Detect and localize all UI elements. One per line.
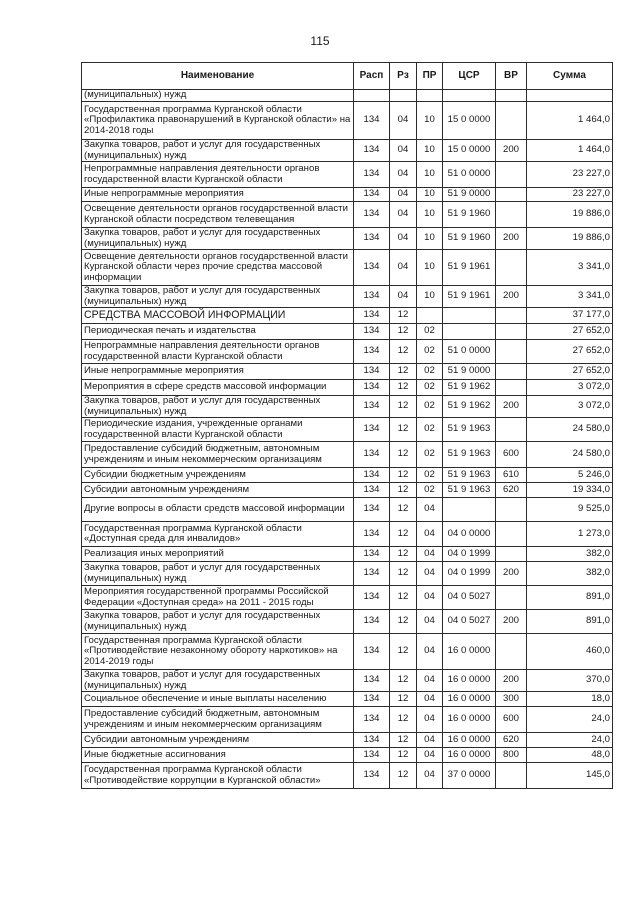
cell-rz: 04 (390, 162, 417, 188)
table-row (82, 340, 613, 364)
cell-rz: 12 (390, 418, 417, 442)
table-row (82, 763, 613, 789)
cell-vr: 600 (496, 442, 527, 468)
cell-name: Субсидии бюджетным учреждениям (82, 468, 354, 483)
table-header-row (82, 63, 613, 90)
cell-vr: 800 (496, 748, 527, 763)
cell-rasp: 134 (354, 140, 390, 162)
table-row (82, 250, 613, 286)
cell-vr: 200 (496, 396, 527, 418)
cell-pr: 02 (417, 340, 443, 364)
cell-rasp: 134 (354, 324, 390, 340)
cell-pr: 04 (417, 562, 443, 586)
cell-sum: 3 341,0 (527, 250, 613, 286)
cell-pr: 04 (417, 692, 443, 707)
cell-rasp: 134 (354, 162, 390, 188)
cell-rasp: 134 (354, 308, 390, 324)
cell-rz: 12 (390, 692, 417, 707)
cell-name: Субсидии автономным учреждениям (82, 733, 354, 748)
table-row (82, 90, 613, 102)
cell-rz: 12 (390, 670, 417, 692)
cell-rz: 12 (390, 483, 417, 498)
cell-rasp: 134 (354, 586, 390, 610)
cell-vr: 200 (496, 670, 527, 692)
cell-name: Закупка товаров, работ и услуг для государственных (муниципальных) нужд (82, 562, 354, 586)
cell-csr: 51 0 0000 (443, 340, 496, 364)
cell-name: Государственная программа Курганской области «Противодействие коррупции в Курганской области» (82, 763, 354, 789)
cell-vr (496, 763, 527, 789)
cell-sum: 382,0 (527, 547, 613, 562)
cell-rasp: 134 (354, 418, 390, 442)
cell-pr: 10 (417, 140, 443, 162)
table-row (82, 396, 613, 418)
cell-name: Периодическая печать и издательства (82, 324, 354, 340)
cell-rasp: 134 (354, 250, 390, 286)
cell-name: Закупка товаров, работ и услуг для государственных (муниципальных) нужд (82, 140, 354, 162)
cell-rasp: 134 (354, 228, 390, 250)
cell-pr: 02 (417, 396, 443, 418)
cell-name: Закупка товаров, работ и услуг для государственных (муниципальных) нужд (82, 396, 354, 418)
cell-pr: 10 (417, 162, 443, 188)
table-row (82, 562, 613, 586)
cell-rz: 04 (390, 250, 417, 286)
cell-csr: 51 9 0000 (443, 188, 496, 202)
cell-csr: 51 9 1962 (443, 380, 496, 396)
cell-pr: 02 (417, 442, 443, 468)
cell-rasp: 134 (354, 364, 390, 380)
cell-rz: 12 (390, 733, 417, 748)
cell-rz: 12 (390, 442, 417, 468)
table-row (82, 364, 613, 380)
page-number: 115 (310, 34, 330, 48)
cell-vr: 200 (496, 610, 527, 634)
cell-sum: 3 072,0 (527, 380, 613, 396)
table-row (82, 748, 613, 763)
cell-name: Предоставление субсидий бюджетным, автономным учреждениям и иным некоммерческим организациям (82, 442, 354, 468)
cell-rz: 12 (390, 634, 417, 670)
cell-rz: 12 (390, 308, 417, 324)
cell-csr: 15 0 0000 (443, 140, 496, 162)
table-row (82, 692, 613, 707)
table-row (82, 586, 613, 610)
cell-rz: 12 (390, 380, 417, 396)
cell-csr: 51 9 0000 (443, 364, 496, 380)
cell-rz: 04 (390, 188, 417, 202)
cell-rasp: 134 (354, 498, 390, 522)
cell-sum: 19 886,0 (527, 202, 613, 228)
cell-pr: 10 (417, 102, 443, 140)
cell-rasp: 134 (354, 188, 390, 202)
cell-rasp: 134 (354, 610, 390, 634)
cell-csr (443, 498, 496, 522)
header-pr: ПР (417, 63, 443, 90)
cell-csr: 51 9 1960 (443, 202, 496, 228)
cell-pr: 04 (417, 748, 443, 763)
cell-pr: 04 (417, 763, 443, 789)
cell-vr (496, 586, 527, 610)
header-csr: ЦСР (443, 63, 496, 90)
cell-vr (496, 340, 527, 364)
cell-name: Иные непрограммные мероприятия (82, 188, 354, 202)
cell-csr: 16 0 0000 (443, 707, 496, 733)
cell-rz: 12 (390, 498, 417, 522)
cell-pr: 10 (417, 188, 443, 202)
cell-vr: 200 (496, 228, 527, 250)
cell-csr: 16 0 0000 (443, 733, 496, 748)
table-row (82, 102, 613, 140)
cell-rz: 12 (390, 610, 417, 634)
header-sum: Сумма (527, 63, 613, 90)
cell-rz: 12 (390, 586, 417, 610)
cell-pr: 10 (417, 286, 443, 308)
cell-csr: 16 0 0000 (443, 634, 496, 670)
cell-csr: 51 9 1961 (443, 250, 496, 286)
header-rz: Рз (390, 63, 417, 90)
cell-rasp: 134 (354, 102, 390, 140)
cell-sum: 24,0 (527, 707, 613, 733)
cell-vr (496, 522, 527, 547)
cell-pr: 04 (417, 522, 443, 547)
cell-name: Освещение деятельности органов государственной власти Курганской области посредством телевещания (82, 202, 354, 228)
cell-vr (496, 162, 527, 188)
cell-name: (муниципальных) нужд (82, 90, 354, 102)
table-row (82, 707, 613, 733)
cell-sum: 27 652,0 (527, 324, 613, 340)
cell-vr (496, 418, 527, 442)
cell-rz: 12 (390, 396, 417, 418)
cell-name: Иные бюджетные ассигнования (82, 748, 354, 763)
table-row (82, 442, 613, 468)
cell-rasp: 134 (354, 707, 390, 733)
cell-vr: 600 (496, 707, 527, 733)
cell-vr (496, 364, 527, 380)
cell-csr: 04 0 5027 (443, 586, 496, 610)
cell-vr (496, 498, 527, 522)
cell-name: Мероприятия в сфере средств массовой информации (82, 380, 354, 396)
cell-name: СРЕДСТВА МАССОВОЙ ИНФОРМАЦИИ (82, 308, 354, 324)
cell-sum: 48,0 (527, 748, 613, 763)
table-row (82, 522, 613, 547)
cell-sum: 1 464,0 (527, 102, 613, 140)
table-body (82, 90, 613, 789)
cell-name: Закупка товаров, работ и услуг для государственных (муниципальных) нужд (82, 610, 354, 634)
cell-csr: 51 9 1963 (443, 442, 496, 468)
cell-sum: 37 177,0 (527, 308, 613, 324)
cell-csr: 37 0 0000 (443, 763, 496, 789)
cell-rasp: 134 (354, 483, 390, 498)
cell-pr: 02 (417, 418, 443, 442)
cell-rasp: 134 (354, 286, 390, 308)
cell-name: Государственная программа Курганской области «Профилактика правонарушений в Курганской области» на 2014-2018 годы (82, 102, 354, 140)
cell-rz: 12 (390, 522, 417, 547)
cell-sum: 23 227,0 (527, 188, 613, 202)
cell-rz: 12 (390, 748, 417, 763)
table-row (82, 188, 613, 202)
cell-rz: 04 (390, 102, 417, 140)
cell-rasp: 134 (354, 670, 390, 692)
cell-pr: 02 (417, 324, 443, 340)
cell-csr (443, 90, 496, 102)
cell-rasp: 134 (354, 396, 390, 418)
cell-pr: 10 (417, 250, 443, 286)
cell-pr (417, 90, 443, 102)
table-row (82, 286, 613, 308)
cell-csr: 04 0 1999 (443, 562, 496, 586)
cell-sum: 891,0 (527, 610, 613, 634)
cell-vr (496, 547, 527, 562)
table-row (82, 162, 613, 188)
cell-rasp: 134 (354, 442, 390, 468)
header-vr: ВР (496, 63, 527, 90)
cell-pr: 04 (417, 670, 443, 692)
table-row (82, 468, 613, 483)
cell-name: Освещение деятельности органов государственной власти Курганской области через прочие средства массовой информации (82, 250, 354, 286)
cell-csr: 16 0 0000 (443, 748, 496, 763)
cell-sum: 27 652,0 (527, 340, 613, 364)
cell-csr: 16 0 0000 (443, 692, 496, 707)
cell-sum: 24 580,0 (527, 442, 613, 468)
cell-rz: 12 (390, 468, 417, 483)
cell-vr: 200 (496, 140, 527, 162)
cell-rz: 12 (390, 547, 417, 562)
cell-rz: 12 (390, 324, 417, 340)
cell-rasp: 134 (354, 634, 390, 670)
table-row (82, 498, 613, 522)
cell-sum: 460,0 (527, 634, 613, 670)
cell-vr (496, 202, 527, 228)
cell-rz: 12 (390, 340, 417, 364)
cell-sum: 9 525,0 (527, 498, 613, 522)
cell-rz: 12 (390, 707, 417, 733)
cell-name: Иные непрограммные мероприятия (82, 364, 354, 380)
cell-name: Реализация иных мероприятий (82, 547, 354, 562)
cell-sum: 891,0 (527, 586, 613, 610)
cell-csr (443, 308, 496, 324)
header-name: Наименование (82, 63, 354, 90)
table-row (82, 324, 613, 340)
cell-vr (496, 324, 527, 340)
cell-pr: 04 (417, 707, 443, 733)
cell-rasp: 134 (354, 522, 390, 547)
cell-vr: 200 (496, 562, 527, 586)
cell-csr: 51 0 0000 (443, 162, 496, 188)
cell-rasp: 134 (354, 763, 390, 789)
cell-sum: 370,0 (527, 670, 613, 692)
cell-pr: 02 (417, 468, 443, 483)
cell-sum: 27 652,0 (527, 364, 613, 380)
cell-sum (527, 90, 613, 102)
cell-vr: 620 (496, 733, 527, 748)
cell-rasp: 134 (354, 380, 390, 396)
table-row (82, 202, 613, 228)
table-row (82, 634, 613, 670)
cell-name: Государственная программа Курганской области «Противодействие незаконному обороту наркотиков» на 2014-2019 годы (82, 634, 354, 670)
cell-vr (496, 380, 527, 396)
cell-rasp: 134 (354, 748, 390, 763)
cell-pr: 02 (417, 380, 443, 396)
cell-csr: 16 0 0000 (443, 670, 496, 692)
cell-rasp: 134 (354, 202, 390, 228)
table-row (82, 228, 613, 250)
cell-rasp: 134 (354, 733, 390, 748)
cell-name: Субсидии автономным учреждениям (82, 483, 354, 498)
cell-rz: 04 (390, 202, 417, 228)
cell-vr: 610 (496, 468, 527, 483)
cell-csr (443, 324, 496, 340)
cell-name: Другие вопросы в области средств массовой информации (82, 498, 354, 522)
cell-sum: 5 246,0 (527, 468, 613, 483)
cell-pr (417, 308, 443, 324)
cell-sum: 1 273,0 (527, 522, 613, 547)
header-rasp: Расп (354, 63, 390, 90)
cell-rasp: 134 (354, 692, 390, 707)
cell-csr: 51 9 1962 (443, 396, 496, 418)
cell-vr (496, 90, 527, 102)
cell-rz: 04 (390, 228, 417, 250)
cell-name: Социальное обеспечение и иные выплаты населению (82, 692, 354, 707)
cell-name: Закупка товаров, работ и услуг для государственных (муниципальных) нужд (82, 670, 354, 692)
cell-csr: 51 9 1963 (443, 483, 496, 498)
cell-sum: 18,0 (527, 692, 613, 707)
cell-pr: 10 (417, 202, 443, 228)
table-row (82, 308, 613, 324)
cell-pr: 04 (417, 498, 443, 522)
table-row (82, 483, 613, 498)
table-row (82, 733, 613, 748)
cell-name: Периодические издания, учрежденные органами государственной власти Курганской области (82, 418, 354, 442)
cell-name: Предоставление субсидий бюджетным, автономным учреждениям и иным некоммерческим организациям (82, 707, 354, 733)
cell-pr: 04 (417, 634, 443, 670)
table-row (82, 380, 613, 396)
cell-vr (496, 188, 527, 202)
cell-csr: 04 0 0000 (443, 522, 496, 547)
cell-csr: 51 9 1963 (443, 418, 496, 442)
cell-rz: 12 (390, 562, 417, 586)
cell-sum: 19 886,0 (527, 228, 613, 250)
cell-sum: 19 334,0 (527, 483, 613, 498)
cell-pr: 04 (417, 547, 443, 562)
cell-vr (496, 308, 527, 324)
cell-vr (496, 102, 527, 140)
cell-csr: 15 0 0000 (443, 102, 496, 140)
cell-name: Государственная программа Курганской области «Доступная среда для инвалидов» (82, 522, 354, 547)
cell-pr: 02 (417, 364, 443, 380)
cell-rasp: 134 (354, 340, 390, 364)
cell-pr: 04 (417, 733, 443, 748)
cell-sum: 3 072,0 (527, 396, 613, 418)
cell-vr: 620 (496, 483, 527, 498)
cell-rasp (354, 90, 390, 102)
cell-name: Непрограммные направления деятельности органов государственной власти Курганской области (82, 162, 354, 188)
cell-vr (496, 634, 527, 670)
budget-table (81, 62, 613, 789)
table-row (82, 610, 613, 634)
cell-sum: 145,0 (527, 763, 613, 789)
cell-pr: 10 (417, 228, 443, 250)
cell-rasp: 134 (354, 562, 390, 586)
cell-vr: 300 (496, 692, 527, 707)
cell-sum: 24,0 (527, 733, 613, 748)
table-row (82, 418, 613, 442)
cell-rz: 04 (390, 286, 417, 308)
cell-pr: 02 (417, 483, 443, 498)
cell-vr (496, 250, 527, 286)
cell-csr: 04 0 5027 (443, 610, 496, 634)
cell-csr: 51 9 1961 (443, 286, 496, 308)
cell-pr: 04 (417, 610, 443, 634)
cell-rz: 12 (390, 364, 417, 380)
cell-vr: 200 (496, 286, 527, 308)
table-row (82, 670, 613, 692)
cell-sum: 382,0 (527, 562, 613, 586)
cell-pr: 04 (417, 586, 443, 610)
cell-rz (390, 90, 417, 102)
cell-sum: 1 464,0 (527, 140, 613, 162)
cell-rasp: 134 (354, 468, 390, 483)
cell-csr: 51 9 1963 (443, 468, 496, 483)
cell-csr: 04 0 1999 (443, 547, 496, 562)
cell-rz: 04 (390, 140, 417, 162)
cell-name: Мероприятия государственной программы Российской Федерации «Доступная среда» на 2011 - 2015 годы (82, 586, 354, 610)
table-row (82, 547, 613, 562)
cell-name: Закупка товаров, работ и услуг для государственных (муниципальных) нужд (82, 228, 354, 250)
table-row (82, 140, 613, 162)
cell-name: Закупка товаров, работ и услуг для государственных (муниципальных) нужд (82, 286, 354, 308)
cell-rasp: 134 (354, 547, 390, 562)
cell-name: Непрограммные направления деятельности органов государственной власти Курганской области (82, 340, 354, 364)
cell-sum: 3 341,0 (527, 286, 613, 308)
cell-csr: 51 9 1960 (443, 228, 496, 250)
cell-sum: 24 580,0 (527, 418, 613, 442)
cell-sum: 23 227,0 (527, 162, 613, 188)
cell-rz: 12 (390, 763, 417, 789)
